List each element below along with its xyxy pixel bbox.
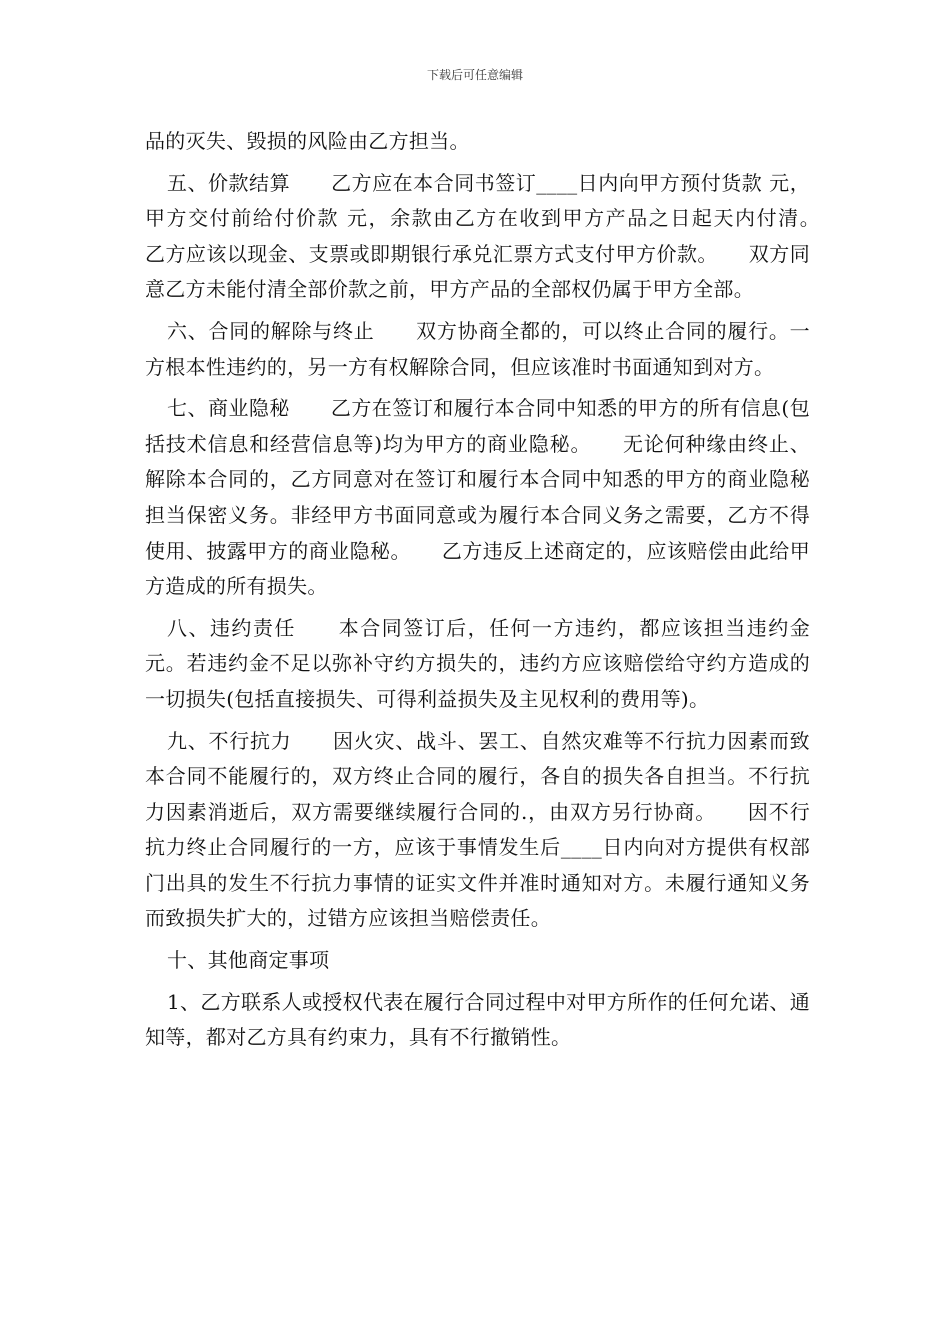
paragraph-other-matters-1: 1、乙方联系人或授权代表在履行合同过程中对甲方所作的任何允诺、通知等，都对乙方具有约束力，具有不行撤销性。 bbox=[145, 989, 810, 1050]
paragraph-termination: 六、合同的解除与终止 双方协商全都的，可以终止合同的履行。一方根本性违约的，另一方有权解除合同，但应该准时书面通知到对方。 bbox=[145, 318, 810, 379]
paragraph-trade-secret: 七、商业隐秘 乙方在签订和履行本合同中知悉的甲方的所有信息(包括技术信息和经营信息等)均为甲方的商业隐秘。 无论何种缘由终止、解除本合同的，乙方同意对在签订和履行本合同中知悉的甲方的商业隐秘担当保密义务。非经甲方书面同意或为履行本合同义务之需要，乙方不得使用、披露甲方的商业隐秘。 乙方违反上述商定的，应该赔偿由此给甲方造成的所有损失。 bbox=[145, 396, 810, 599]
document-body bbox=[145, 124, 851, 1062]
paragraph-force-majeure: 九、不行抗力 因火灾、战斗、罢工、自然灾难等不行抗力因素而致本合同不能履行的，双方终止合同的履行，各自的损失各自担当。不行抗力因素消逝后，双方需要继续履行合同的.，由双方另行协商。 因不行抗力终止合同履行的一方，应该于事情发生后____日内向对方提供有权部门出具的发生不行抗力事情的证实文件并准时通知对方。未履行通知义务而致损失扩大的，过错方应该担当赔偿责任。 bbox=[145, 728, 810, 931]
paragraph-price-settlement: 五、价款结算 乙方应在本合同书签订____日内向甲方预付货款 元，甲方交付前给付价款 元，余款由乙方在收到甲方产品之日起天内付清。 乙方应该以现金、支票或即期银行承兑汇票方式支付甲方价款。 双方同意乙方未能付清全部价款之前，甲方产品的全部权仍属于甲方全部。 bbox=[145, 170, 851, 302]
paragraph-risk: 品的灭失、毁损的风险由乙方担当。 bbox=[145, 129, 470, 153]
paragraph-other-matters-heading: 十、其他商定事项 bbox=[167, 948, 330, 973]
page-header: 下载后可任意编辑 bbox=[426, 68, 523, 82]
paragraph-liability: 八、违约责任 本合同签订后，任何一方违约，都应该担当违约金 元。若违约金不足以弥补守约方损失的，违约方应该赔偿给守约方造成的一切损失(包括直接损失、可得利益损失及主见权利的费用等)。 bbox=[145, 615, 851, 711]
